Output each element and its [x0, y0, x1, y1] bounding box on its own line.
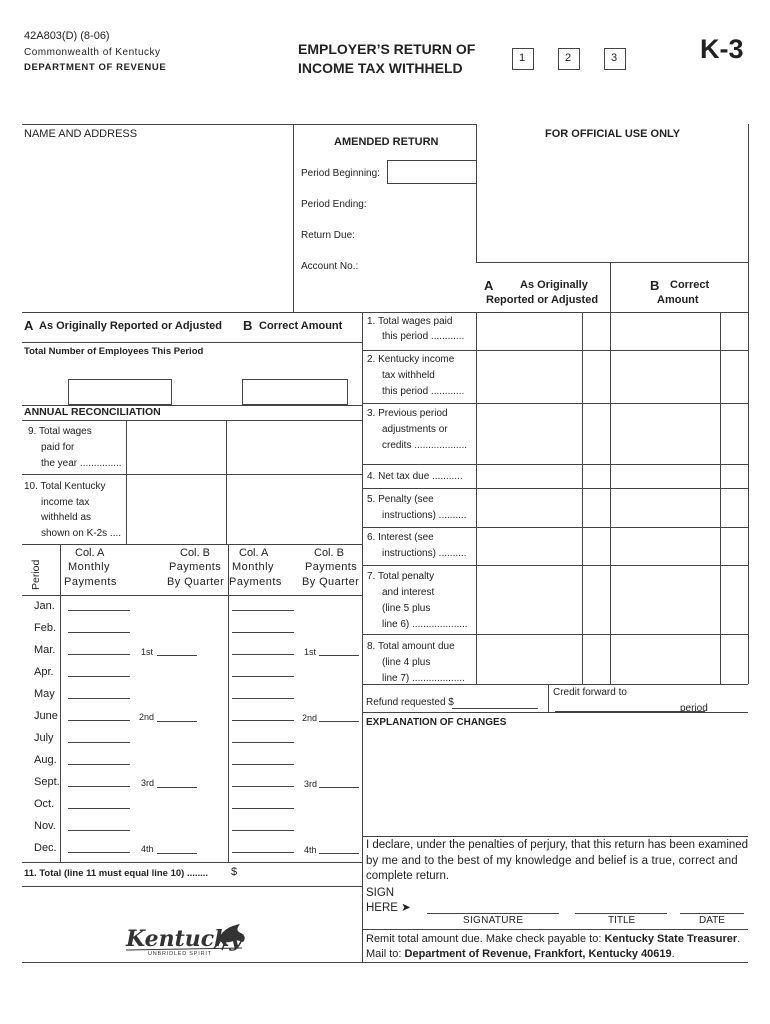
col-a-header-b: Col. A [239, 547, 269, 559]
q4-col-b-correct[interactable] [319, 853, 359, 854]
title-caption: TITLE [608, 915, 636, 926]
mail-instructions: Mail to: Department of Revenue, Frankfort, Kentucky 40619. [366, 948, 675, 960]
june-col-a[interactable] [68, 720, 130, 721]
jan-col-a-correct[interactable] [232, 610, 294, 611]
name-address-field[interactable] [24, 142, 288, 308]
mar-col-a[interactable] [68, 654, 130, 655]
q4-col-b[interactable] [157, 853, 197, 854]
employees-col-b-field[interactable] [242, 379, 348, 405]
month-may: May [34, 688, 55, 700]
official-use-label: FOR OFFICIAL USE ONLY [545, 128, 681, 140]
nov-col-a-correct[interactable] [232, 830, 294, 831]
q2-col-b-correct[interactable] [319, 721, 359, 722]
line-5-label: 5. Penalty (see [367, 494, 434, 505]
dec-col-a-correct[interactable] [232, 852, 294, 853]
nov-col-a[interactable] [68, 830, 130, 831]
commonwealth-label: Commonwealth of Kentucky [24, 47, 161, 58]
sept-col-a-correct[interactable] [232, 786, 294, 787]
return-due-label: Return Due: [301, 230, 355, 241]
aug-col-a[interactable] [68, 764, 130, 765]
account-no-label: Account No.: [301, 261, 359, 272]
here-label: HERE ➤ [366, 902, 411, 914]
col-b-header-b: Col. B [314, 547, 344, 559]
q3-col-b-correct[interactable] [319, 787, 359, 788]
sept-col-a[interactable] [68, 786, 130, 787]
form-number: 42A803(D) (8-06) [24, 30, 110, 42]
feb-col-a[interactable] [68, 632, 130, 633]
explanation-label: EXPLANATION OF CHANGES [366, 717, 507, 728]
line-1-label: 1. Total wages paid [367, 316, 453, 327]
col-a-label: As Originally [520, 279, 588, 291]
q3-col-b[interactable] [157, 787, 197, 788]
col-b-header: Col. B [180, 547, 210, 559]
sign-label: SIGN [366, 887, 395, 899]
line-4-label: 4. Net tax due ........... [367, 471, 463, 482]
form-code: K-3 [700, 34, 744, 64]
line-11-field[interactable] [242, 864, 360, 884]
july-col-a-correct[interactable] [232, 742, 294, 743]
june-col-a-correct[interactable] [232, 720, 294, 721]
line-9-label: 9. Total wages [28, 426, 92, 437]
month-sept: Sept. [34, 776, 60, 788]
employees-label: Total Number of Employees This Period [24, 346, 204, 357]
line-2-col-a[interactable] [478, 352, 580, 401]
declaration-line-1: I declare, under the penalties of perjury, that this return has been examined [366, 839, 749, 851]
period-ending-label: Period Ending: [301, 199, 367, 210]
left-col-b-label: Correct Amount [259, 320, 343, 332]
q1-col-b-correct[interactable] [319, 655, 359, 656]
month-dec: Dec. [34, 842, 57, 854]
jan-col-a[interactable] [68, 610, 130, 611]
mar-col-a-correct[interactable] [232, 654, 294, 655]
quarter-box-2[interactable]: 2 [558, 48, 580, 70]
quarter-box-1[interactable]: 1 [512, 48, 534, 70]
line-11-label: 11. Total (line 11 must equal line 10) ........ [24, 868, 209, 879]
logo-tagline: UNBRIDLED SPIRIT [148, 951, 212, 957]
period-vertical-label: Period [30, 559, 42, 590]
form-title-line1: EMPLOYER’S RETURN OF [298, 41, 476, 57]
line-2-col-b[interactable] [612, 352, 718, 401]
quarter-box-3[interactable]: 3 [604, 48, 626, 70]
line-10-label: 10. Total Kentucky [24, 481, 106, 492]
line-10-col-b[interactable] [228, 476, 360, 542]
month-apr: Apr. [34, 666, 54, 678]
month-aug: Aug. [34, 754, 57, 766]
line-1-col-a[interactable] [478, 314, 580, 348]
date-field[interactable] [680, 913, 744, 914]
name-address-label: NAME AND ADDRESS [24, 128, 138, 140]
month-jan: Jan. [34, 600, 55, 612]
line-10-col-a[interactable] [128, 476, 224, 542]
line-11-dollar: $ [231, 866, 238, 878]
signature-caption: SIGNATURE [463, 915, 524, 926]
period-beginning-label: Period Beginning: [301, 168, 380, 179]
may-col-a-correct[interactable] [232, 698, 294, 699]
employees-col-a-field[interactable] [68, 379, 172, 405]
month-oct: Oct. [34, 798, 55, 810]
declaration-line-3: complete return. [366, 870, 450, 882]
col-a-header: Col. A [75, 547, 105, 559]
line-2-label: 2. Kentucky income [367, 354, 455, 365]
department-label: DEPARTMENT OF REVENUE [24, 62, 167, 73]
apr-col-a-correct[interactable] [232, 676, 294, 677]
oct-col-a[interactable] [68, 808, 130, 809]
date-caption: DATE [699, 915, 725, 926]
official-use-box [476, 124, 749, 263]
line-6-label: 6. Interest (see [367, 532, 434, 543]
logo-wordmark: Kentucky [126, 926, 243, 952]
month-june: June [34, 710, 58, 722]
line-8-label: 8. Total amount due [367, 641, 455, 652]
line-3-label: 3. Previous period [367, 408, 448, 419]
left-col-a-label: As Originally Reported or Adjusted [39, 320, 222, 332]
explanation-field[interactable] [366, 732, 746, 832]
line-1-col-b[interactable] [612, 314, 718, 348]
kentucky-logo [122, 918, 252, 960]
line-7-label: 7. Total penalty [367, 571, 435, 582]
signature-field[interactable] [427, 913, 559, 914]
form-title-line2: INCOME TAX WITHHELD [298, 60, 463, 76]
may-col-a[interactable] [68, 698, 130, 699]
amended-return-label: AMENDED RETURN [334, 136, 439, 148]
aug-col-a-correct[interactable] [232, 764, 294, 765]
july-col-a[interactable] [68, 742, 130, 743]
feb-col-a-correct[interactable] [232, 632, 294, 633]
line-9-col-b[interactable] [228, 422, 360, 472]
month-mar: Mar. [34, 644, 56, 656]
period-beginning-field[interactable] [387, 160, 477, 184]
credit-forward-label: Credit forward to [553, 687, 627, 698]
refund-label: Refund requested $ [366, 697, 454, 708]
declaration-line-2: by me and to the best of my knowledge and belief is a true, correct and [366, 855, 738, 867]
month-july: July [34, 732, 54, 744]
q1-col-b[interactable] [157, 655, 197, 656]
oct-col-a-correct[interactable] [232, 808, 294, 809]
title-field[interactable] [575, 913, 667, 914]
month-feb: Feb. [34, 622, 57, 634]
dec-col-a[interactable] [68, 852, 130, 853]
annual-reconciliation-label: ANNUAL RECONCILIATION [24, 406, 161, 418]
refund-field[interactable] [452, 708, 538, 709]
month-nov: Nov. [34, 820, 56, 832]
line-9-col-a[interactable] [128, 422, 224, 472]
apr-col-a[interactable] [68, 676, 130, 677]
q2-col-b[interactable] [157, 721, 197, 722]
col-b-label: Correct [670, 279, 710, 291]
remit-instructions: Remit total amount due. Make check payable to: Kentucky State Treasurer. [366, 933, 741, 945]
